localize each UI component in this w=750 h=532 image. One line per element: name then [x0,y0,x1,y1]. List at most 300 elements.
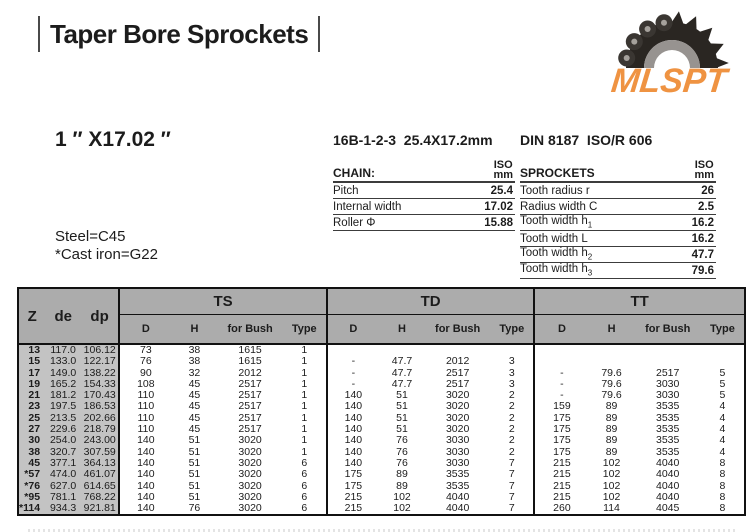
table-cell: 51 [188,435,201,447]
table-cell: 1 [301,378,308,390]
table-cell: 102 [602,457,621,469]
table-cell: 51 [396,412,408,424]
brand-name: MLSPT [609,62,729,100]
table-cell: 51 [188,491,201,503]
table-cell: 30 [18,435,45,446]
col-header-z: Z [27,307,37,325]
table-cell [490,344,534,356]
table-cell: 215 [534,458,588,469]
spec-row-label: Roller Φ [333,217,376,229]
table-cell: 140 [119,435,171,446]
table-cell: 3020 [238,491,262,503]
table-cell: 1 [301,390,308,402]
table-cell: 140 [119,492,171,503]
sub-header-type: Type [283,315,327,345]
table-cell: 102 [602,480,621,492]
table-cell: 2 [508,412,515,424]
table-cell: 45 [188,390,201,402]
table-cell: - [534,379,588,390]
table-row [18,368,745,379]
table-cell: 7 [508,503,515,515]
chain-rows [333,183,515,231]
table-cell: 140 [119,469,171,480]
table-cell: 2517 [238,390,262,402]
table-cell: 140 [327,458,379,469]
din-heading: DIN 8187 ISO/R 606 [520,132,653,148]
spec-row-value: 47.7 [691,249,714,261]
table-cell: 23 [18,401,45,412]
table-cell: 2517 [238,412,262,424]
table-cell: 175 [327,481,379,492]
table-cell: 47.7 [391,356,413,368]
table-cell: 45 [188,424,201,436]
table-cell: 89 [605,401,618,413]
table-cell: 6 [301,480,308,492]
table-cell: 3535 [445,469,470,481]
table-cell: 3030 [656,390,680,402]
table-cell: 3020 [238,503,262,515]
table-row [18,469,745,480]
table-cell: 2012 [238,367,262,379]
table-cell: 140 [119,447,171,458]
table-cell: 45 [188,401,201,413]
col-group-ts: TS [119,288,327,315]
table-cell: 7 [508,457,515,469]
table-cell: 90 [119,368,171,379]
sprockets-spec-section [520,132,716,279]
table-cell: 7 [508,469,515,481]
table-cell: 6 [301,503,308,515]
table-cell: 8 [719,503,726,515]
table-cell: 3020 [238,457,262,469]
table-cell: 1 [301,367,308,379]
table-row [18,458,745,469]
table-cell: 89 [605,412,618,424]
sprockets-label: SPROCKETS [520,166,595,180]
table-cell: 2517 [445,378,470,390]
table-cell: 89 [605,446,618,458]
table-cell: 4040 [656,457,680,469]
spec-row-label: Tooth width $h_2$ [520,246,593,261]
chain-unit-top: ISO [493,159,513,171]
table-cell [701,356,745,367]
table-row [18,503,745,515]
table-cell [635,344,701,356]
table-cell: 140 [119,481,171,492]
table-cell: 175 [534,424,588,435]
table-cell: 215 [327,492,379,503]
table-cell [635,356,701,367]
table-row [18,390,745,401]
title-left-bar [38,16,40,52]
sprocket-spec-row [520,183,716,199]
spec-row-label: Internal width [333,201,402,213]
table-cell: 243.00 [81,435,119,446]
table-cell: 45 [188,378,201,390]
sprocket-spec-row [520,199,716,215]
sprockets-table-header [520,160,716,183]
table-row [18,481,745,492]
table-cell: 110 [119,413,171,424]
table-cell: 165.2 [45,379,81,390]
table-cell: 2 [508,435,515,447]
table-cell: 89 [396,480,408,492]
spec-row-label: Tooth width L [520,233,588,245]
table-cell: 1 [301,435,308,447]
table-row [18,424,745,435]
table-cell: 175 [327,469,379,480]
sub-header-for-bush: for Bush [635,315,701,345]
table-cell [379,344,425,356]
col-group-tt: TT [534,288,745,315]
sub-header-for-bush: for Bush [218,315,283,345]
sub-header-for-bush: for Bush [425,315,490,345]
table-cell: 170.43 [81,390,119,401]
table-cell: 76 [188,503,201,515]
table-cell: 15 [18,356,45,367]
table-cell: 3030 [656,378,680,390]
table-cell: 2517 [238,378,262,390]
col-group-td: TD [327,288,535,315]
table-cell: 110 [119,401,171,412]
table-cell: 3030 [445,435,470,447]
size-title: 1 ″ X17.02 ″ [55,128,171,151]
table-cell: 4040 [445,503,470,515]
table-cell: 4 [719,435,726,447]
table-cell: 3030 [445,446,470,458]
table-cell [588,356,634,367]
col-header-dp: dp [90,307,109,325]
table-cell: 3535 [656,435,680,447]
table-cell: 102 [602,469,621,481]
table-cell: 5 [719,390,726,402]
table-cell: 3 [508,378,515,390]
chain-heading: 16B-1-2-3 25.4X17.2mm [333,132,493,148]
table-cell: 614.65 [81,481,119,492]
table-cell: 5 [719,367,726,379]
table-cell: 3020 [238,435,262,447]
sprockets-unit-top: ISO [694,159,714,171]
table-cell: 140 [327,424,379,435]
table-cell: 3030 [445,457,470,469]
table-cell: 7 [508,480,515,492]
material-steel: Steel=C45 [55,228,126,245]
table-cell: 3020 [445,401,470,413]
table-cell [327,344,379,356]
table-cell: 154.33 [81,379,119,390]
table-cell: 3535 [445,480,470,492]
table-cell: 2 [508,390,515,402]
spec-row-value: 15.88 [484,217,513,229]
table-cell: 45 [188,412,201,424]
table-cell [534,356,588,367]
table-cell: *76 [18,481,45,492]
table-cell: 51 [396,390,408,402]
table-cell: 122.17 [81,356,119,367]
table-cell: 117.0 [45,344,81,356]
table-cell: 2517 [238,424,262,436]
table-cell: 106.12 [81,344,119,356]
spec-row-label: Pitch [333,185,359,197]
table-cell: 1 [301,412,308,424]
sprocket-spec-row [520,215,716,231]
table-cell: 215 [534,481,588,492]
table-cell: 215 [534,469,588,480]
table-cell: 19 [18,379,45,390]
table-cell: 1 [301,344,308,356]
chain-spec-row [333,215,515,231]
table-cell: 76 [396,446,408,458]
table-cell: 4 [719,412,726,424]
table-cell: 260 [534,503,588,515]
table-cell: 2517 [238,401,262,413]
table-cell: 7 [508,491,515,503]
table-cell: 1 [301,424,308,436]
table-cell: 377.1 [45,458,81,469]
table-cell: 4040 [656,469,680,481]
table-cell: 73 [119,344,171,356]
table-cell: 3020 [445,412,470,424]
table-cell: 149.0 [45,368,81,379]
table-cell: 307.59 [81,447,119,458]
table-cell: 38 [188,344,201,356]
page-header [38,16,320,52]
table-cell: 215 [327,503,379,515]
sub-header-h: H [379,315,425,345]
table-cell: *57 [18,469,45,480]
table-cell: 3535 [656,424,680,436]
table-cell: 140 [327,413,379,424]
chain-spec-section [333,132,515,231]
table-row [18,344,745,356]
table-cell: 4045 [656,503,680,515]
table-cell: 3535 [656,401,680,413]
spec-row-value: 25.4 [490,185,513,197]
spec-row-value: 17.02 [484,201,513,213]
spec-row-value: 16.2 [691,217,714,229]
table-cell: 254.0 [45,435,81,446]
table-cell: 4 [719,401,726,413]
spec-row-value: 26 [701,185,714,197]
table-row [18,492,745,503]
table-cell: 4040 [656,480,680,492]
col-header-de: de [54,307,72,325]
chain-unit-label [493,160,513,180]
table-cell: 175 [534,435,588,446]
table-cell: 138.22 [81,368,119,379]
sprockets-unit-bottom: mm [694,169,714,181]
table-cell: 51 [396,424,408,436]
spec-row-value: 79.6 [691,265,714,277]
sub-header-type: Type [490,315,534,345]
table-cell: 3020 [238,469,262,481]
brand-logo [594,6,744,106]
group-header-row [18,288,745,315]
table-cell: 38 [18,447,45,458]
table-cell: 79.6 [601,367,622,379]
table-cell: 1 [301,446,308,458]
table-cell: 140 [327,401,379,412]
spec-row-value: 2.5 [698,201,714,213]
sub-header-d: D [534,315,588,345]
material-cast-iron: *Cast iron=G22 [55,246,158,263]
table-cell: 32 [188,367,201,379]
chain-table-header [333,160,515,183]
table-cell: 51 [188,480,201,492]
table-cell: 102 [602,491,621,503]
table-cell: 921.81 [81,503,119,515]
table-cell: 2517 [445,367,470,379]
table-cell: 45 [18,458,45,469]
sub-header-h: H [588,315,634,345]
chain-spec-row [333,199,515,215]
table-cell: 175 [534,413,588,424]
table-cell: 320.7 [45,447,81,458]
table-cell: 2517 [656,367,680,379]
table-cell: 140 [119,503,171,515]
table-cell: 47.7 [391,367,413,379]
table-cell: - [534,390,588,401]
spec-row-label: Tooth width $h_1$ [520,214,593,229]
table-cell: 3020 [445,424,470,436]
table-cell: 133.0 [45,356,81,367]
title-right-bar [318,16,320,52]
table-cell: 51 [188,469,201,481]
table-cell: 38 [188,356,201,368]
table-cell: 1615 [238,344,262,356]
table-cell: - [534,368,588,379]
material-note [55,228,158,264]
table-cell: 76 [396,435,408,447]
sprocket-spec-row [520,247,716,263]
table-cell: 5 [719,378,726,390]
table-cell: 2 [508,446,515,458]
table-cell: 781.1 [45,492,81,503]
table-cell: 159 [534,401,588,412]
table-cell: 4 [719,424,726,436]
table-cell: 76 [119,356,171,367]
table-cell: 89 [605,424,618,436]
table-cell: 140 [327,435,379,446]
table-cell: 8 [719,469,726,481]
table-cell: 102 [393,503,411,515]
table-cell [588,344,634,356]
page-title: Taper Bore Sprockets [50,18,309,49]
table-cell: - [327,368,379,379]
table-cell: 6 [301,457,308,469]
table-cell: 3020 [238,480,262,492]
table-row [18,435,745,446]
table-cell: 215 [534,492,588,503]
table-cell: 186.53 [81,401,119,412]
dimension-table [17,287,746,516]
table-cell: *114 [18,503,45,515]
table-cell: 175 [534,447,588,458]
sub-header-type: Type [701,315,745,345]
sub-header-row [18,315,745,345]
table-cell: 140 [327,390,379,401]
table-cell: 110 [119,390,171,401]
table-cell: 6 [301,469,308,481]
spec-row-label: Radius width C [520,201,598,213]
table-cell: 202.66 [81,413,119,424]
table-row [18,356,745,367]
table-cell: 6 [301,491,308,503]
table-cell: 4040 [445,491,470,503]
table-cell: 17 [18,368,45,379]
table-cell: 3 [508,356,515,368]
table-cell: 1 [301,401,308,413]
table-cell: 13 [18,344,45,356]
table-cell: 27 [18,424,45,435]
col-header-z-de-dp [18,288,119,344]
table-cell: *95 [18,492,45,503]
chain-spec-row [333,183,515,199]
table-cell: 21 [18,390,45,401]
table-cell: 102 [393,491,411,503]
sub-header-d: D [119,315,171,345]
table-cell [534,344,588,356]
table-cell: 364.13 [81,458,119,469]
table-cell: 8 [719,457,726,469]
table-row [18,447,745,458]
table-cell: - [327,379,379,390]
table-row [18,379,745,390]
table-cell: - [327,356,379,367]
table-cell: 768.22 [81,492,119,503]
table-cell: 2 [508,424,515,436]
spec-row-label: Tooth radius r [520,185,590,197]
table-cell: 3020 [445,390,470,402]
sprocket-spec-row [520,263,716,279]
table-cell: 114 [603,503,620,515]
table-cell: 79.6 [601,378,622,390]
table-cell: 4 [719,446,726,458]
table-cell: 229.6 [45,424,81,435]
table-cell: 8 [719,480,726,492]
table-cell: 79.6 [601,390,622,402]
table-cell: 1 [301,356,308,368]
table-cell: 51 [396,401,408,413]
table-cell: 108 [119,379,171,390]
spec-row-value: 16.2 [691,233,714,245]
table-cell: 2 [508,401,515,413]
sprocket-spec-row [520,231,716,247]
table-row [18,413,745,424]
sprocket-rows [520,183,716,279]
table-cell: 51 [188,446,201,458]
sub-header-d: D [327,315,379,345]
table-cell: 25 [18,413,45,424]
table-cell: 76 [396,457,408,469]
table-cell: 197.5 [45,401,81,412]
table-cell: 140 [119,458,171,469]
table-cell [701,344,745,356]
chain-label: CHAIN: [333,166,375,180]
table-cell: 89 [605,435,618,447]
table-cell: 47.7 [391,378,413,390]
table-cell: 89 [396,469,408,481]
table-cell: 140 [327,447,379,458]
table-cell: 3 [508,367,515,379]
table-row [18,401,745,412]
chain-unit-bottom: mm [493,169,513,181]
sprocket-chain-icon [604,8,734,70]
table-cell: 181.2 [45,390,81,401]
table-cell: 474.0 [45,469,81,480]
sprockets-unit-label [694,160,714,180]
table-cell: 2012 [445,356,470,368]
